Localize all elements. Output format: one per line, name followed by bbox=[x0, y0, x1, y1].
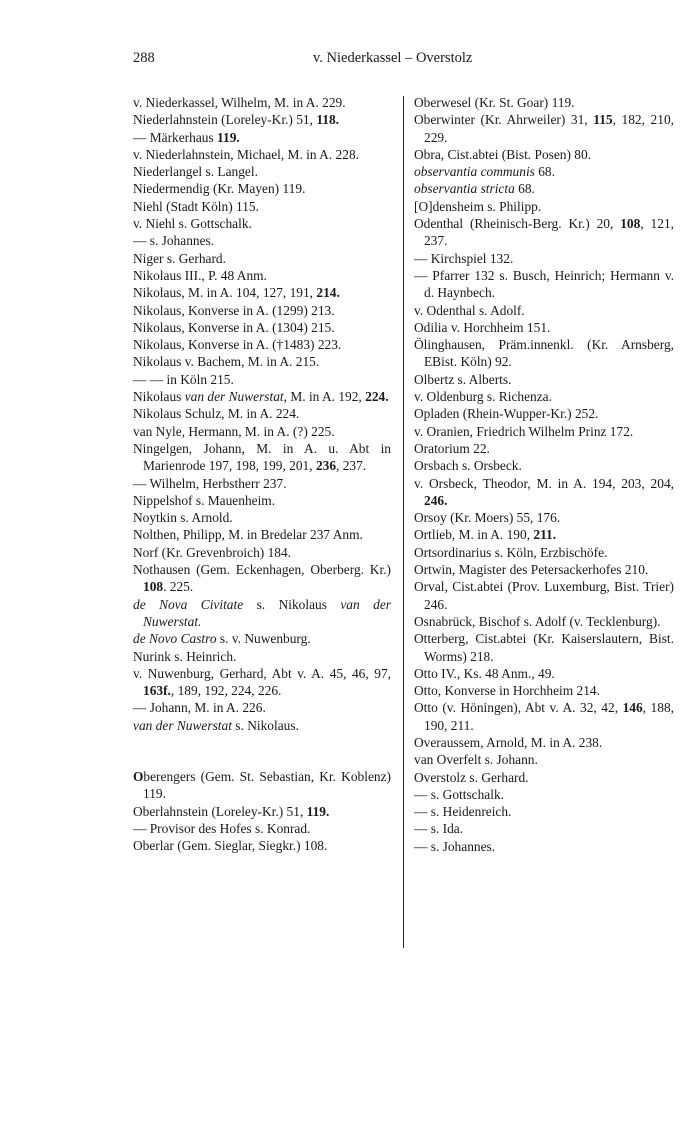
index-entry-text: Nikolaus, Konverse in A. (†1483) 223. bbox=[133, 337, 342, 353]
index-entry-text: — Johann, M. in A. 226. bbox=[133, 700, 266, 716]
index-entry-text: Opladen (Rhein-Wupper-Kr.) 252. bbox=[414, 406, 599, 422]
index-entry-text: 146 bbox=[622, 700, 643, 716]
index-entry-text: Nothausen (Gem. Eckenhagen, Oberberg. Kr.) bbox=[133, 562, 391, 578]
index-entry-text: 68. bbox=[534, 164, 555, 180]
index-entry-text: Nikolaus v. Bachem, M. in A. 215. bbox=[133, 354, 320, 370]
index-entry bbox=[414, 786, 674, 803]
index-entry-text: , 188, 190, 211. bbox=[424, 700, 674, 733]
index-entry-text: Nikolaus III., P. 48 Anm. bbox=[133, 267, 267, 283]
index-entry-text: — Provisor des Hofes s. Konrad. bbox=[133, 820, 311, 836]
index-entry bbox=[414, 544, 674, 561]
index-entry-text: — s. Gottschalk. bbox=[414, 786, 505, 802]
index-entry bbox=[133, 665, 391, 700]
index-entry bbox=[133, 699, 391, 716]
index-entry bbox=[133, 232, 391, 249]
index-entry-text: 246. bbox=[424, 492, 448, 508]
index-entry-text: Olbertz s. Alberts. bbox=[414, 371, 512, 387]
index-entry-text: Otterberg, Cist.abtei (Kr. Kaiserslautern, Bist. Worms) 218. bbox=[414, 631, 674, 664]
index-entry bbox=[133, 596, 391, 631]
index-entry bbox=[414, 250, 674, 267]
index-entry-text: v. Niederlahnstein, Michael, M. in A. 228. bbox=[133, 146, 359, 162]
index-entry bbox=[414, 699, 674, 734]
index-entry bbox=[133, 630, 391, 647]
index-entry bbox=[133, 284, 391, 301]
index-entry-text: Obra, Cist.abtei (Bist. Posen) 80. bbox=[414, 146, 592, 162]
index-entry-text: 108 bbox=[143, 579, 164, 595]
index-entry-text: , 237. bbox=[336, 458, 367, 474]
index-entry bbox=[414, 803, 674, 820]
index-entry-text: — Märkerhaus bbox=[133, 129, 218, 145]
index-entry-text: Orsoy (Kr. Moers) 55, 176. bbox=[414, 510, 561, 526]
index-entry bbox=[414, 111, 674, 146]
index-entry-text: de Novo Castro bbox=[133, 631, 217, 647]
index-entry-text: v. Niederkassel, Wilhelm, M. in A. 229. bbox=[133, 95, 346, 110]
index-entry bbox=[414, 769, 674, 786]
index-entry-text: , 189, 192, 224, 226. bbox=[170, 683, 282, 699]
index-entry bbox=[133, 250, 391, 267]
index-entry-text: Odilia v. Horchheim 151. bbox=[414, 319, 551, 335]
index-entry-text: [O]densheim s. Philipp. bbox=[414, 198, 542, 214]
index-entry-text: 214. bbox=[316, 285, 340, 301]
index-entry bbox=[133, 146, 391, 163]
index-entry bbox=[414, 838, 674, 855]
index-entry bbox=[133, 423, 391, 440]
index-entry-text: 211. bbox=[533, 527, 557, 543]
index-entry bbox=[133, 837, 391, 854]
index-entry-text: , 182, 210, 229. bbox=[424, 112, 674, 145]
index-entry-text: 224. bbox=[365, 389, 389, 405]
index-entry bbox=[133, 302, 391, 319]
index-entry bbox=[414, 423, 674, 440]
running-head: v. Niederkassel – Overstolz bbox=[313, 50, 473, 66]
index-entry-text: Otto (v. Höningen), Abt v. A. 32, 42, bbox=[414, 700, 623, 716]
index-entry-text: observantia stricta bbox=[414, 181, 515, 197]
index-entry-text: Ortwin, Magister des Petersackerhofes 210. bbox=[414, 562, 649, 578]
index-entry bbox=[133, 353, 391, 370]
index-entry-text: Niedermendig (Kr. Mayen) 119. bbox=[133, 181, 306, 197]
index-entry bbox=[414, 163, 674, 180]
index-entry bbox=[133, 94, 391, 111]
index-entry bbox=[414, 820, 674, 837]
index-entry-text: v. Niehl s. Gottschalk. bbox=[133, 216, 252, 232]
index-entry-text: Ortsordinarius s. Köln, Erzbischöfe. bbox=[414, 544, 608, 560]
index-entry-text: Overstolz s. Gerhard. bbox=[414, 769, 529, 785]
index-entry-text: de Nova Civitate bbox=[133, 596, 244, 612]
index-entry bbox=[414, 267, 674, 302]
index-entry bbox=[133, 526, 391, 543]
index-entry bbox=[133, 768, 391, 803]
index-entry bbox=[414, 561, 674, 578]
index-entry bbox=[133, 198, 391, 215]
index-entry-text: van der Nuwerstat bbox=[133, 717, 232, 733]
index-entry bbox=[414, 457, 674, 474]
index-entry-text: Nikolaus Schulz, M. in A. 224. bbox=[133, 406, 300, 422]
index-entry-text: Oberlar (Gem. Sieglar, Siegkr.) 108. bbox=[133, 838, 328, 854]
index-entry bbox=[133, 163, 391, 180]
index-entry-text: Ölinghausen, Präm.innenkl. (Kr. Arnsberg, EBist. Köln) 92. bbox=[414, 337, 674, 370]
index-entry bbox=[133, 215, 391, 232]
index-entry bbox=[414, 613, 674, 630]
index-column-left bbox=[133, 94, 391, 854]
index-entry-text: v. Orsbeck, Theodor, M. in A. 194, 203, 204, bbox=[414, 475, 674, 491]
index-entry-text: Orval, Cist.abtei (Prov. Luxemburg, Bist. Trier) 246. bbox=[414, 579, 674, 612]
index-entry-text: v. Oldenburg s. Richenza. bbox=[414, 389, 552, 405]
index-entry-text: , M. in A. 192, bbox=[283, 389, 366, 405]
index-entry bbox=[414, 198, 674, 215]
index-entry bbox=[414, 319, 674, 336]
index-entry-text: Nikolaus bbox=[133, 389, 185, 405]
index-entry bbox=[133, 129, 391, 146]
index-entry bbox=[414, 302, 674, 319]
index-entry-text: O bbox=[133, 768, 144, 784]
index-entry-text: van Nyle, Hermann, M. in A. (?) 225. bbox=[133, 423, 335, 439]
index-entry-text: Otto, Konverse in Horchheim 214. bbox=[414, 683, 600, 699]
index-entry-text: Oratorium 22. bbox=[414, 440, 490, 456]
index-entry bbox=[414, 475, 674, 510]
index-entry-text: 68. bbox=[514, 181, 535, 197]
index-entry-text: Oberlahnstein (Loreley-Kr.) 51, bbox=[133, 803, 307, 819]
index-entry-text: — Pfarrer 132 s. Busch, Heinrich; Hermann v. d. Haynbech. bbox=[414, 267, 674, 301]
index-entry bbox=[414, 526, 674, 543]
index-entry-text: — s. Heidenreich. bbox=[414, 804, 512, 820]
index-entry-text: — Wilhelm, Herbstherr 237. bbox=[133, 475, 287, 491]
index-entry-text: Ningelgen, Johann, M. in A. u. Abt in Marienrode 197, 198, 199, 201, bbox=[133, 440, 391, 474]
index-entry-text: Ortlieb, M. in A. 190, bbox=[414, 527, 534, 543]
index-entry-text: Nolthen, Philipp, M. in Bredelar 237 Anm. bbox=[133, 527, 363, 543]
index-entry-text: 118. bbox=[316, 112, 340, 128]
index-entry bbox=[414, 215, 674, 250]
index-entry-text: v. Odenthal s. Adolf. bbox=[414, 302, 525, 318]
index-entry bbox=[133, 544, 391, 561]
index-entry-text: , 121, 237. bbox=[424, 216, 674, 249]
index-entry bbox=[414, 578, 674, 613]
index-entry-text: Nikolaus, Konverse in A. (1304) 215. bbox=[133, 319, 335, 335]
index-entry-text: Osnabrück, Bischof s. Adolf (v. Tecklenburg). bbox=[414, 613, 661, 629]
index-entry-text: Niehl (Stadt Köln) 115. bbox=[133, 198, 259, 214]
index-entry bbox=[133, 440, 391, 475]
index-entry-text: s. v. Nuwenburg. bbox=[216, 631, 311, 647]
index-entry bbox=[414, 371, 674, 388]
index-entry bbox=[133, 111, 391, 128]
index-entry-text: 115 bbox=[593, 112, 613, 128]
index-entry-text: 236 bbox=[315, 458, 337, 474]
index-entry-text: v. Oranien, Friedrich Wilhelm Prinz 172. bbox=[414, 423, 634, 439]
index-entry bbox=[133, 267, 391, 284]
index-entry bbox=[414, 388, 674, 405]
index-entry-text: Oberwesel (Kr. St. Goar) 119. bbox=[414, 95, 575, 110]
index-entry-text: Nikolaus, M. in A. 104, 127, 191, bbox=[133, 285, 317, 301]
index-entry bbox=[414, 405, 674, 422]
index-entry bbox=[133, 648, 391, 665]
index-entry-text: van Overfelt s. Johann. bbox=[414, 752, 538, 768]
index-entry bbox=[133, 820, 391, 837]
index-entry bbox=[133, 803, 391, 820]
index-entry-text: Odenthal (Rheinisch-Berg. Kr.) 20, bbox=[414, 216, 621, 232]
index-entry-text: Overaussem, Arnold, M. in A. 238. bbox=[414, 734, 603, 750]
index-entry bbox=[414, 751, 674, 768]
index-entry-text: Niederlahnstein (Loreley-Kr.) 51, bbox=[133, 112, 317, 128]
index-entry-text: 119. bbox=[306, 803, 330, 819]
column-divider bbox=[403, 96, 404, 948]
index-column-right bbox=[414, 94, 674, 855]
index-entry bbox=[414, 94, 674, 111]
index-entry bbox=[133, 717, 391, 734]
index-entry-text: van der Nuwerstat bbox=[184, 389, 284, 405]
index-entry-text: s. Nikolaus bbox=[243, 596, 341, 612]
index-entry-text: 163f. bbox=[143, 683, 171, 699]
index-entry-text: — s. Johannes. bbox=[414, 838, 496, 854]
index-entry-text: Nurink s. Heinrich. bbox=[133, 648, 237, 664]
index-entry-text: Otto IV., Ks. 48 Anm., 49. bbox=[414, 665, 555, 681]
index-entry-text: — Kirchspiel 132. bbox=[414, 250, 514, 266]
index-entry-text: observantia communis bbox=[414, 164, 535, 180]
page-number: 288 bbox=[133, 50, 155, 66]
index-entry bbox=[133, 492, 391, 509]
index-entry bbox=[133, 371, 391, 388]
index-entry bbox=[133, 180, 391, 197]
index-entry-text: — s. Johannes. bbox=[133, 233, 215, 249]
index-entry bbox=[414, 630, 674, 665]
index-entry bbox=[133, 336, 391, 353]
index-entry-text: Nippelshof s. Mauenheim. bbox=[133, 492, 276, 508]
index-entry bbox=[133, 388, 391, 405]
index-entry bbox=[414, 509, 674, 526]
index-entry-text: — s. Ida. bbox=[414, 821, 464, 837]
index-entry bbox=[414, 665, 674, 682]
index-entry-text: s. Nikolaus. bbox=[231, 717, 299, 733]
index-entry-text: 108 bbox=[620, 216, 641, 232]
index-entry-text: Noytkin s. Arnold. bbox=[133, 510, 233, 526]
index-entry-text: berengers (Gem. St. Sebastian, Kr. Koblenz) 119. bbox=[143, 768, 391, 802]
index-entry-text: — — in Köln 215. bbox=[133, 371, 234, 387]
index-entry bbox=[414, 146, 674, 163]
index-entry-text: Norf (Kr. Grevenbroich) 184. bbox=[133, 544, 292, 560]
index-entry-text: Oberwinter (Kr. Ahrweiler) 31, bbox=[414, 112, 594, 128]
index-entry-text: Orsbach s. Orsbeck. bbox=[414, 458, 522, 474]
index-entry bbox=[133, 475, 391, 492]
index-entry bbox=[414, 440, 674, 457]
page-header bbox=[133, 50, 673, 72]
index-entry-text: v. Nuwenburg, Gerhard, Abt v. A. 45, 46, 97, bbox=[133, 665, 391, 681]
index-entry-text: 119. bbox=[217, 129, 240, 145]
index-entry bbox=[133, 509, 391, 526]
index-entry bbox=[133, 561, 391, 596]
index-entry bbox=[414, 734, 674, 751]
index-entry bbox=[414, 180, 674, 197]
index-entry bbox=[414, 336, 674, 371]
index-entry bbox=[133, 319, 391, 336]
index-entry-text: van der Nuwerstat. bbox=[143, 596, 391, 629]
index-entry bbox=[414, 682, 674, 699]
index-entry-text: Niederlangel s. Langel. bbox=[133, 164, 258, 180]
index-entry-text: Niger s. Gerhard. bbox=[133, 250, 226, 266]
index-entry-text: Nikolaus, Konverse in A. (1299) 213. bbox=[133, 302, 335, 318]
index-entry-text: . 225. bbox=[163, 579, 194, 595]
index-entry bbox=[133, 405, 391, 422]
